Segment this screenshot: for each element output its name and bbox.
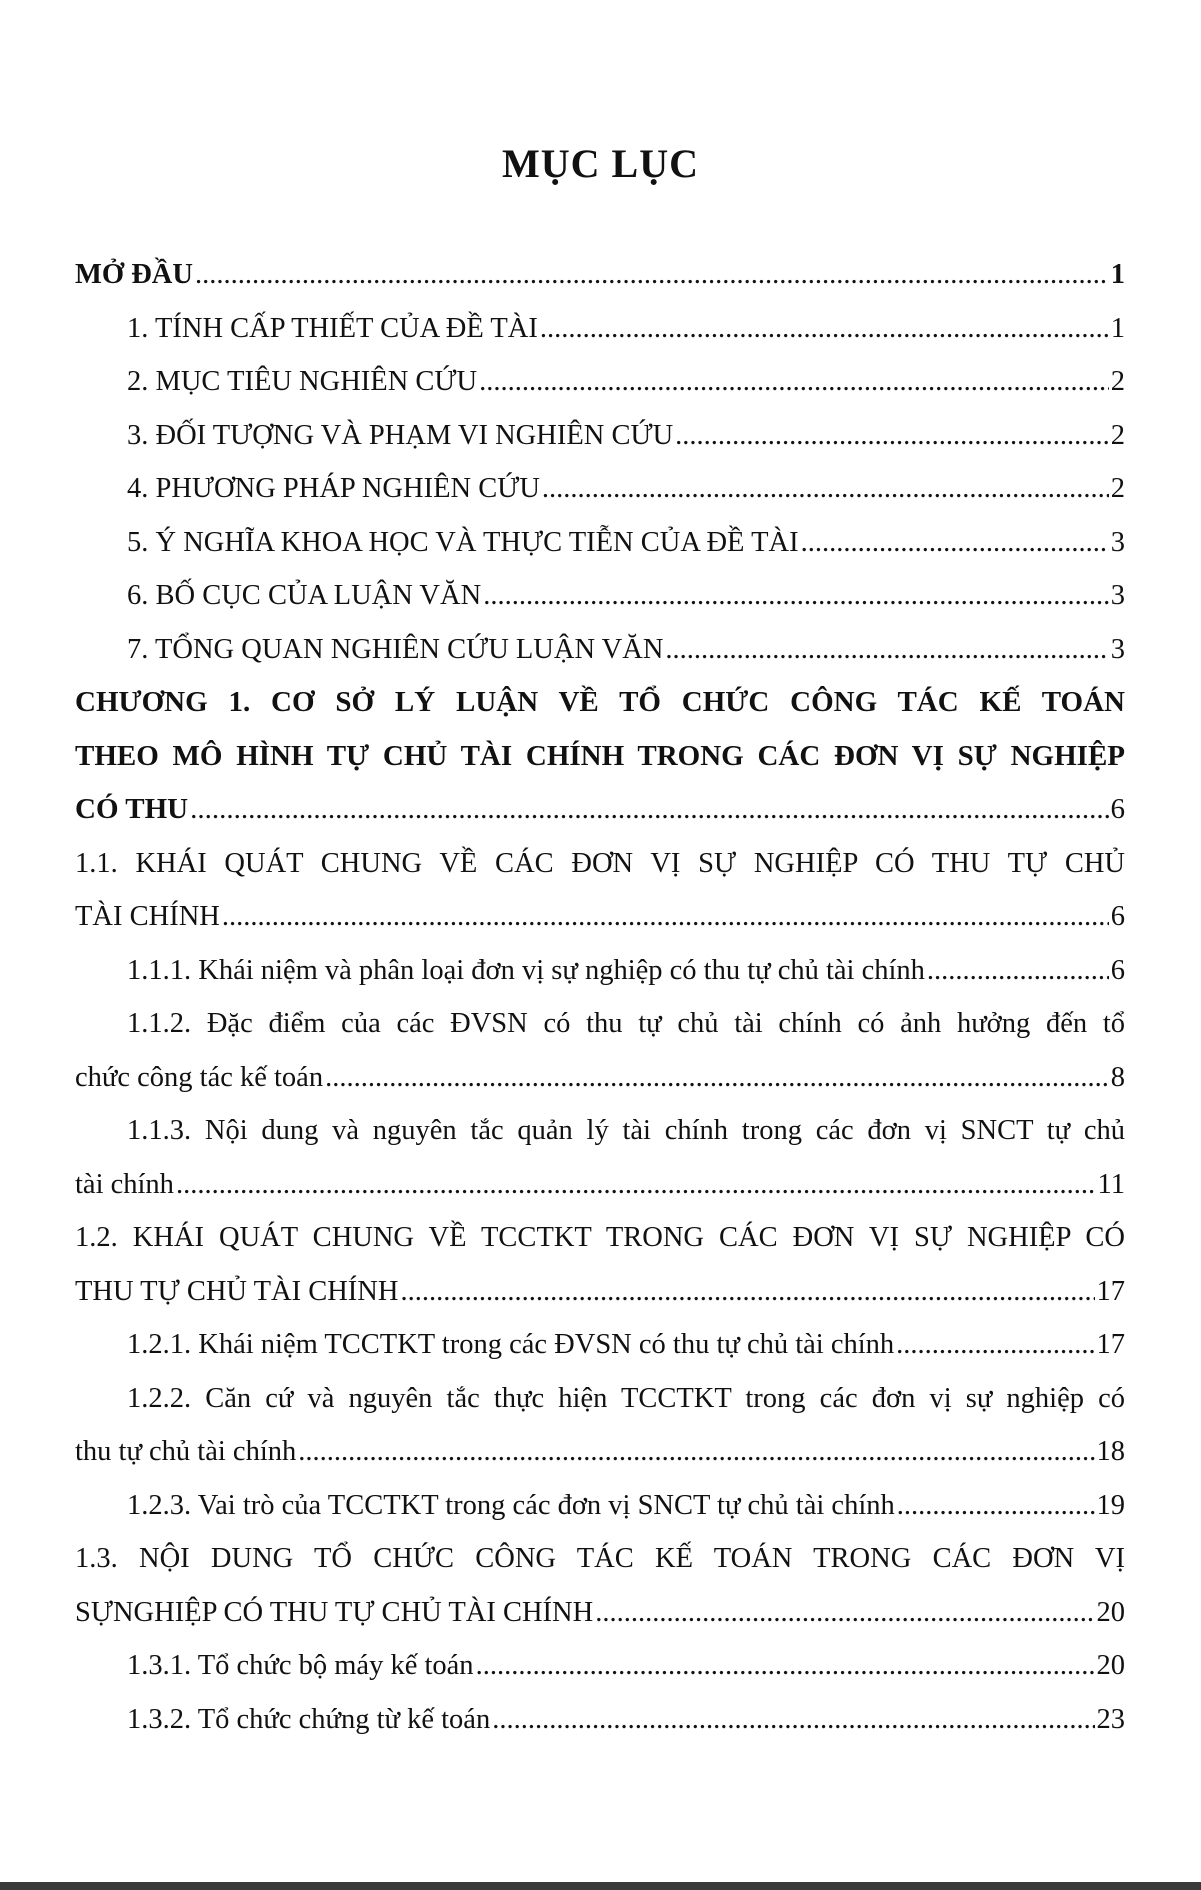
- toc-entry-label: 1.2.3. Vai trò của TCCTKT trong các đơn vị SNCT tự chủ tài chính: [127, 1489, 895, 1521]
- toc-entry-label: 5. Ý NGHĨA KHOA HỌC VÀ THỰC TIỄN CỦA ĐỀ TÀI: [127, 526, 799, 558]
- toc-entry-line: 1.2. KHÁI QUÁT CHUNG VỀ TCCTKT TRONG CÁC ĐƠN VỊ SỰ NGHIỆP CÓ: [75, 1222, 1125, 1253]
- toc-entry-1-3-2[interactable]: [75, 1693, 1125, 1747]
- toc-entry-label: 2. MỤC TIÊU NGHIÊN CỨU: [127, 366, 478, 397]
- toc-entry-label: 1.3.2. Tổ chức chứng từ kế toán: [127, 1703, 491, 1735]
- toc-dot-leader: [801, 516, 1109, 570]
- toc-entry-section-6[interactable]: [75, 569, 1125, 623]
- toc-entry-1-1[interactable]: [75, 837, 1125, 944]
- toc-entry-line: 1.1. KHÁI QUÁT CHUNG VỀ CÁC ĐƠN VỊ SỰ NGHIỆP CÓ THU TỰ CHỦ: [75, 847, 1125, 879]
- toc-page-number: 6: [1110, 793, 1125, 825]
- toc-dot-leader: [927, 944, 1109, 998]
- toc-dot-leader: [542, 462, 1109, 516]
- toc-page-number: 20: [1096, 1596, 1125, 1628]
- toc-page-number: 6: [1110, 954, 1125, 986]
- toc-entry-label: 1.1.1. Khái niệm và phân loại đơn vị sự nghiệp có thu tự chủ tài chính: [127, 954, 925, 986]
- toc-dot-leader: [492, 1693, 1094, 1747]
- toc-dot-leader: [896, 1318, 1094, 1372]
- toc-page-number: 23: [1096, 1703, 1125, 1735]
- toc-dot-leader: [400, 1265, 1094, 1319]
- toc-entry-label: 6. BỐ CỤC CỦA LUẬN VĂN: [127, 580, 482, 611]
- table-of-contents: [75, 248, 1125, 1746]
- toc-entry-section-3[interactable]: [75, 409, 1125, 463]
- toc-dot-leader: [483, 569, 1109, 623]
- toc-dot-leader: [222, 890, 1109, 944]
- toc-entry-section-2[interactable]: [75, 355, 1125, 409]
- toc-entry-label: tài chính: [75, 1168, 174, 1200]
- toc-entry-1-3[interactable]: [75, 1532, 1125, 1639]
- toc-page-number: 2: [1110, 366, 1125, 397]
- toc-dot-leader: [298, 1425, 1094, 1479]
- toc-dot-leader: [190, 783, 1108, 837]
- toc-dot-leader: [195, 248, 1109, 302]
- toc-entry-1-2-1[interactable]: [75, 1318, 1125, 1372]
- toc-page-number: 1: [1110, 259, 1125, 290]
- toc-entry-section-5[interactable]: [75, 516, 1125, 570]
- toc-entry-label: CÓ THU: [75, 793, 189, 825]
- toc-entry-label: 1.2.1. Khái niệm TCCTKT trong các ĐVSN có thu tự chủ tài chính: [127, 1329, 895, 1360]
- toc-dot-leader: [540, 302, 1109, 356]
- toc-page-number: 8: [1110, 1061, 1125, 1093]
- toc-entry-1-1-3[interactable]: [75, 1104, 1125, 1211]
- toc-dot-leader: [595, 1586, 1094, 1640]
- toc-entry-label: 4. PHƯƠNG PHÁP NGHIÊN CỨU: [127, 473, 540, 504]
- toc-dot-leader: [176, 1158, 1096, 1212]
- toc-page-number: 1: [1110, 312, 1125, 344]
- toc-entry-label: 1. TÍNH CẤP THIẾT CỦA ĐỀ TÀI: [127, 312, 538, 344]
- toc-dot-leader: [476, 1639, 1095, 1693]
- toc-entry-1-2[interactable]: [75, 1211, 1125, 1318]
- toc-page-number: 17: [1096, 1275, 1125, 1307]
- toc-entry-label: 3. ĐỐI TƯỢNG VÀ PHẠM VI NGHIÊN CỨU: [127, 419, 674, 451]
- toc-dot-leader: [675, 409, 1109, 463]
- toc-entry-chapter-1[interactable]: [75, 676, 1125, 837]
- toc-entry-line: 1.3. NỘI DUNG TỔ CHỨC CÔNG TÁC KẾ TOÁN TRONG CÁC ĐƠN VỊ: [75, 1543, 1125, 1574]
- toc-dot-leader: [665, 623, 1108, 677]
- toc-entry-1-2-2[interactable]: [75, 1372, 1125, 1479]
- toc-entry-label: thu tự chủ tài chính: [75, 1436, 297, 1467]
- toc-entry-line: THEO MÔ HÌNH TỰ CHỦ TÀI CHÍNH TRONG CÁC ĐƠN VỊ SỰ NGHIỆP: [75, 739, 1125, 772]
- toc-entry-1-2-3[interactable]: [75, 1479, 1125, 1533]
- toc-entry-section-4[interactable]: [75, 462, 1125, 516]
- toc-dot-leader: [479, 355, 1109, 409]
- page-title: MỤC LỤC: [502, 141, 699, 186]
- toc-entry-line: CHƯƠNG 1. CƠ SỞ LÝ LUẬN VỀ TỔ CHỨC CÔNG TÁC KẾ TOÁN: [75, 686, 1125, 718]
- toc-page-number: 3: [1110, 526, 1125, 558]
- toc-page-number: 2: [1110, 473, 1125, 504]
- toc-page-number: 17: [1096, 1329, 1125, 1360]
- toc-entry-section-7[interactable]: [75, 623, 1125, 677]
- toc-entry-line: 1.1.3. Nội dung và nguyên tắc quản lý tài chính trong các đơn vị SNCT tự chủ: [127, 1115, 1125, 1146]
- toc-entry-label: THU TỰ CHỦ TÀI CHÍNH: [75, 1275, 399, 1307]
- bottom-border: [0, 1882, 1201, 1890]
- toc-entry-1-1-1[interactable]: [75, 944, 1125, 998]
- toc-page-number: 2: [1110, 419, 1125, 451]
- toc-page-number: 19: [1096, 1489, 1125, 1521]
- toc-entry-label: chức công tác kế toán: [75, 1061, 324, 1093]
- toc-page-number: 18: [1096, 1436, 1125, 1467]
- toc-entry-line: 1.2.2. Căn cứ và nguyên tắc thực hiện TCCTKT trong các đơn vị sự nghiệp có: [127, 1382, 1125, 1414]
- toc-entry-label: 7. TỔNG QUAN NGHIÊN CỨU LUẬN VĂN: [127, 633, 664, 665]
- toc-dot-leader: [897, 1479, 1095, 1533]
- toc-entry-section-1[interactable]: [75, 302, 1125, 356]
- toc-entry-label: MỞ ĐẦU: [75, 259, 193, 290]
- toc-entry-mo-dau[interactable]: [75, 248, 1125, 302]
- toc-entry-label: TÀI CHÍNH: [75, 901, 220, 932]
- toc-entry-label: SỰNGHIỆP CÓ THU TỰ CHỦ TÀI CHÍNH: [75, 1596, 594, 1628]
- toc-page-number: 6: [1110, 901, 1125, 932]
- toc-page-number: 11: [1097, 1168, 1125, 1200]
- toc-page-number: 3: [1110, 580, 1125, 611]
- toc-entry-1-1-2[interactable]: [75, 997, 1125, 1104]
- toc-entry-1-3-1[interactable]: [75, 1639, 1125, 1693]
- toc-dot-leader: [325, 1051, 1109, 1105]
- toc-entry-line: 1.1.2. Đặc điểm của các ĐVSN có thu tự chủ tài chính có ảnh hưởng đến tổ: [127, 1008, 1125, 1039]
- toc-page-number: 20: [1096, 1650, 1125, 1681]
- toc-page-number: 3: [1110, 633, 1125, 665]
- toc-entry-label: 1.3.1. Tổ chức bộ máy kế toán: [127, 1650, 474, 1681]
